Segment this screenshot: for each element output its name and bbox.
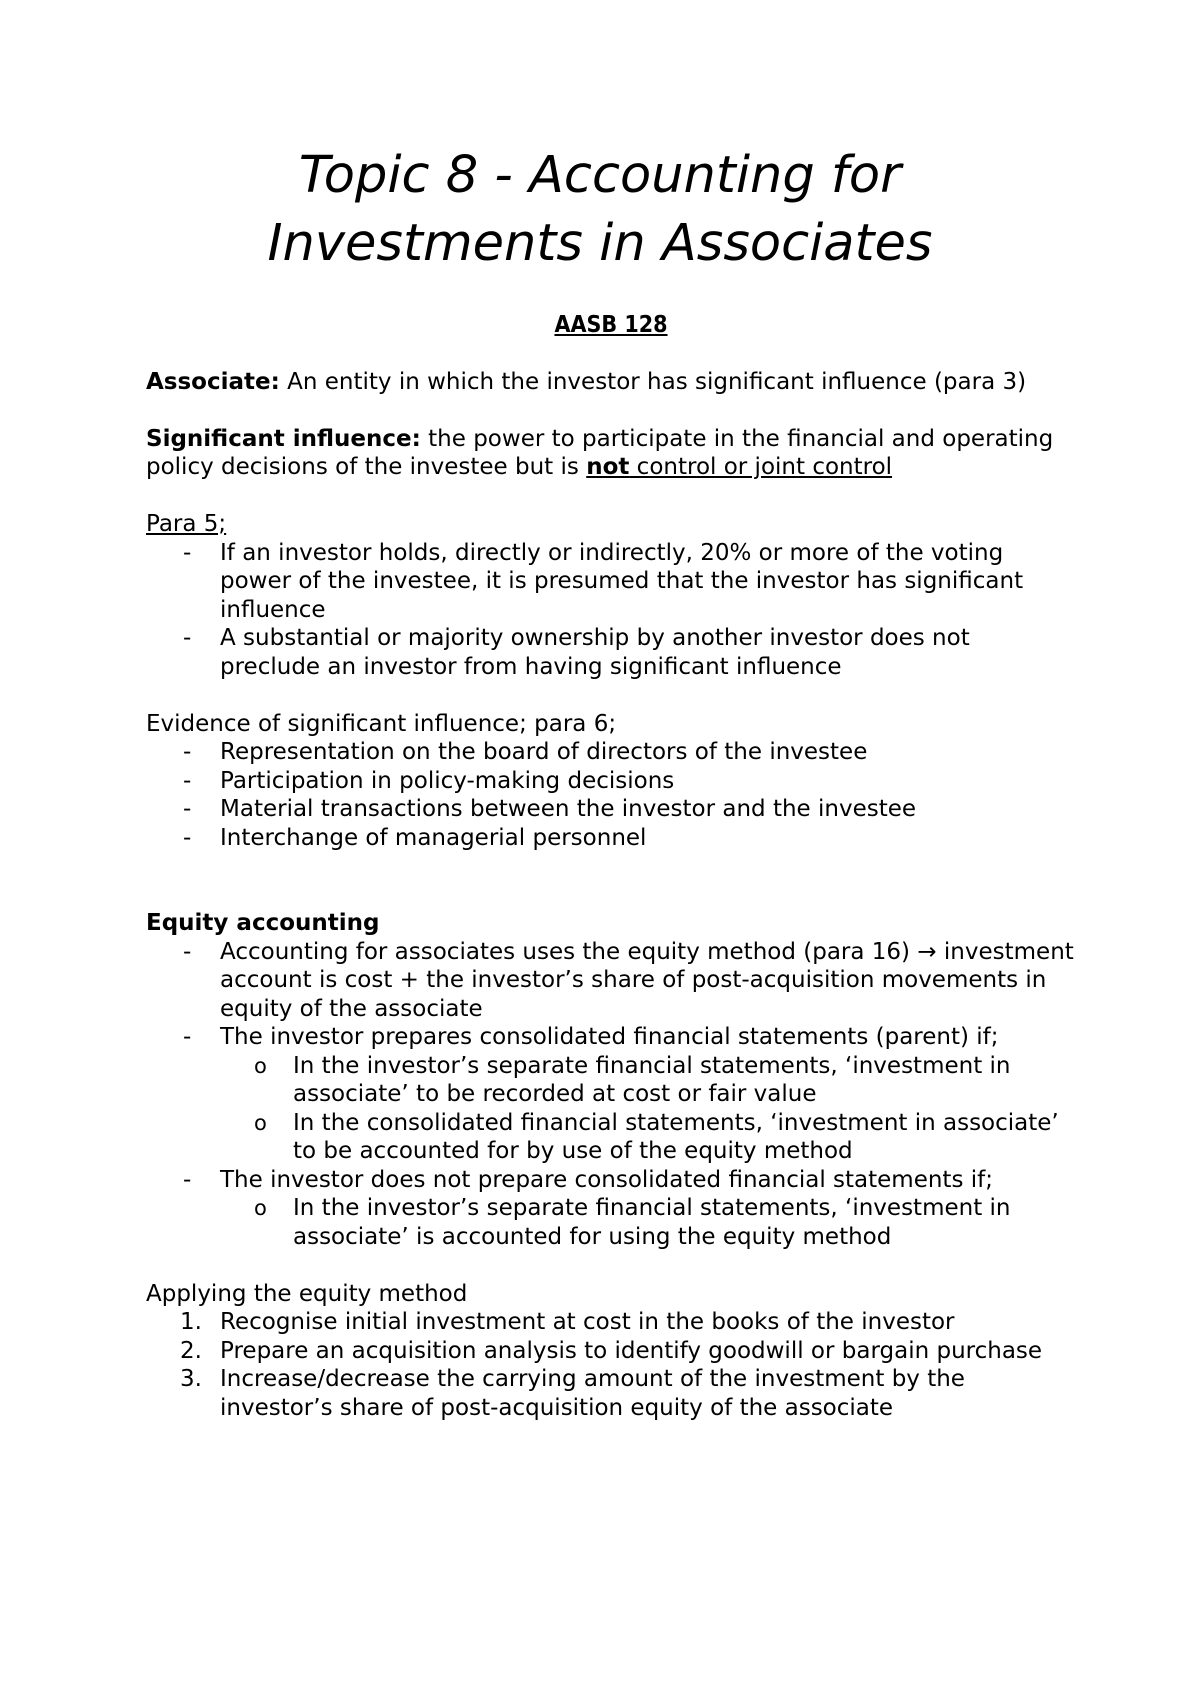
para5-heading: Para 5; [146, 511, 227, 537]
dash-marker: - [183, 739, 192, 765]
applying-list [146, 1308, 1076, 1422]
equity-accounting-heading: Equity accounting [146, 910, 380, 936]
significant-influence-definition [146, 425, 1076, 482]
significant-influence-text: the power to participate in the financial and operating policy decisions of the investee but is [146, 425, 1054, 480]
list-item: - If an investor holds, directly or indirectly, 20% or more of the voting power of the investee, it is presumed that the investor has significant influence [183, 539, 1024, 623]
number-marker: 3. [180, 1366, 202, 1392]
document-body [146, 311, 1076, 1422]
evidence-list [146, 738, 1076, 852]
associate-text: An entity in which the investor has significant influence (para 3) [279, 368, 1027, 395]
title-line-2: Investments in Associates [267, 214, 933, 273]
significant-influence-term: Significant influence: [146, 425, 421, 452]
numbered-item: 3. Increase/decrease the carrying amount of the investment by the investor’s share of post-acquisition equity of the associate [180, 1366, 965, 1421]
number-marker: 2. [180, 1337, 202, 1364]
circle-bullet: o [254, 1196, 267, 1220]
dash-marker: - [183, 625, 192, 651]
dash-marker: - [183, 767, 192, 794]
applying-heading: Applying the equity method [146, 1280, 468, 1307]
list-item: - Representation on the board of directors of the investee [183, 739, 868, 765]
list-item: - Participation in policy-making decisions [183, 767, 675, 794]
para5-list [146, 539, 1076, 682]
associate-definition [146, 368, 1076, 397]
evidence-heading: Evidence of significant influence; para 6; [146, 710, 617, 737]
sub-list-item: o In the investor’s separate financial statements, ‘investment in associate’ to be recorded at cost or fair value [254, 1052, 1011, 1107]
dash-marker: - [183, 539, 192, 566]
equity-accounting-list [146, 938, 1076, 1252]
dash-marker: - [183, 1166, 192, 1193]
dash-marker: - [183, 1024, 192, 1050]
list-item: - Accounting for associates uses the equity method (para 16) → investment account is cost + the investor’s share of post-acquisition movements in equity of the associate [183, 938, 1074, 1022]
sub-list-item: o In the investor’s separate financial statements, ‘investment in associate’ is accounted for using the equity method [254, 1195, 1011, 1250]
list-item: - The investor does not prepare consolidated financial statements if; [183, 1166, 993, 1193]
list-item: - A substantial or majority ownership by another investor does not preclude an investor from having significant influence [183, 625, 970, 680]
title-line-1: Topic 8 - Accounting for [298, 146, 902, 205]
circle-bullet: o [254, 1110, 267, 1135]
numbered-item: 1. Recognise initial investment at cost in the books of the investor [180, 1309, 955, 1335]
associate-term: Associate: [146, 368, 280, 395]
list-item: - Interchange of managerial personnel [183, 824, 647, 851]
list-item: - The investor prepares consolidated financial statements (parent) if; [183, 1024, 999, 1050]
dash-marker: - [183, 938, 192, 965]
subtitle: AASB 128 [554, 312, 668, 338]
page-title [0, 142, 1200, 278]
sub-list-item: o In the consolidated financial statements, ‘investment in associate’ to be accounted for by use of the equity method [254, 1109, 1059, 1164]
list-item: - Material transactions between the investor and the investee [183, 796, 917, 822]
significant-influence-tail: control or joint control [629, 454, 893, 480]
circle-bullet: o [254, 1053, 267, 1078]
number-marker: 1. [180, 1309, 202, 1335]
numbered-item: 2. Prepare an acquisition analysis to identify goodwill or bargain purchase [180, 1337, 1043, 1364]
dash-marker: - [183, 824, 192, 851]
dash-marker: - [183, 796, 192, 822]
not-emphasis: not [586, 454, 630, 480]
